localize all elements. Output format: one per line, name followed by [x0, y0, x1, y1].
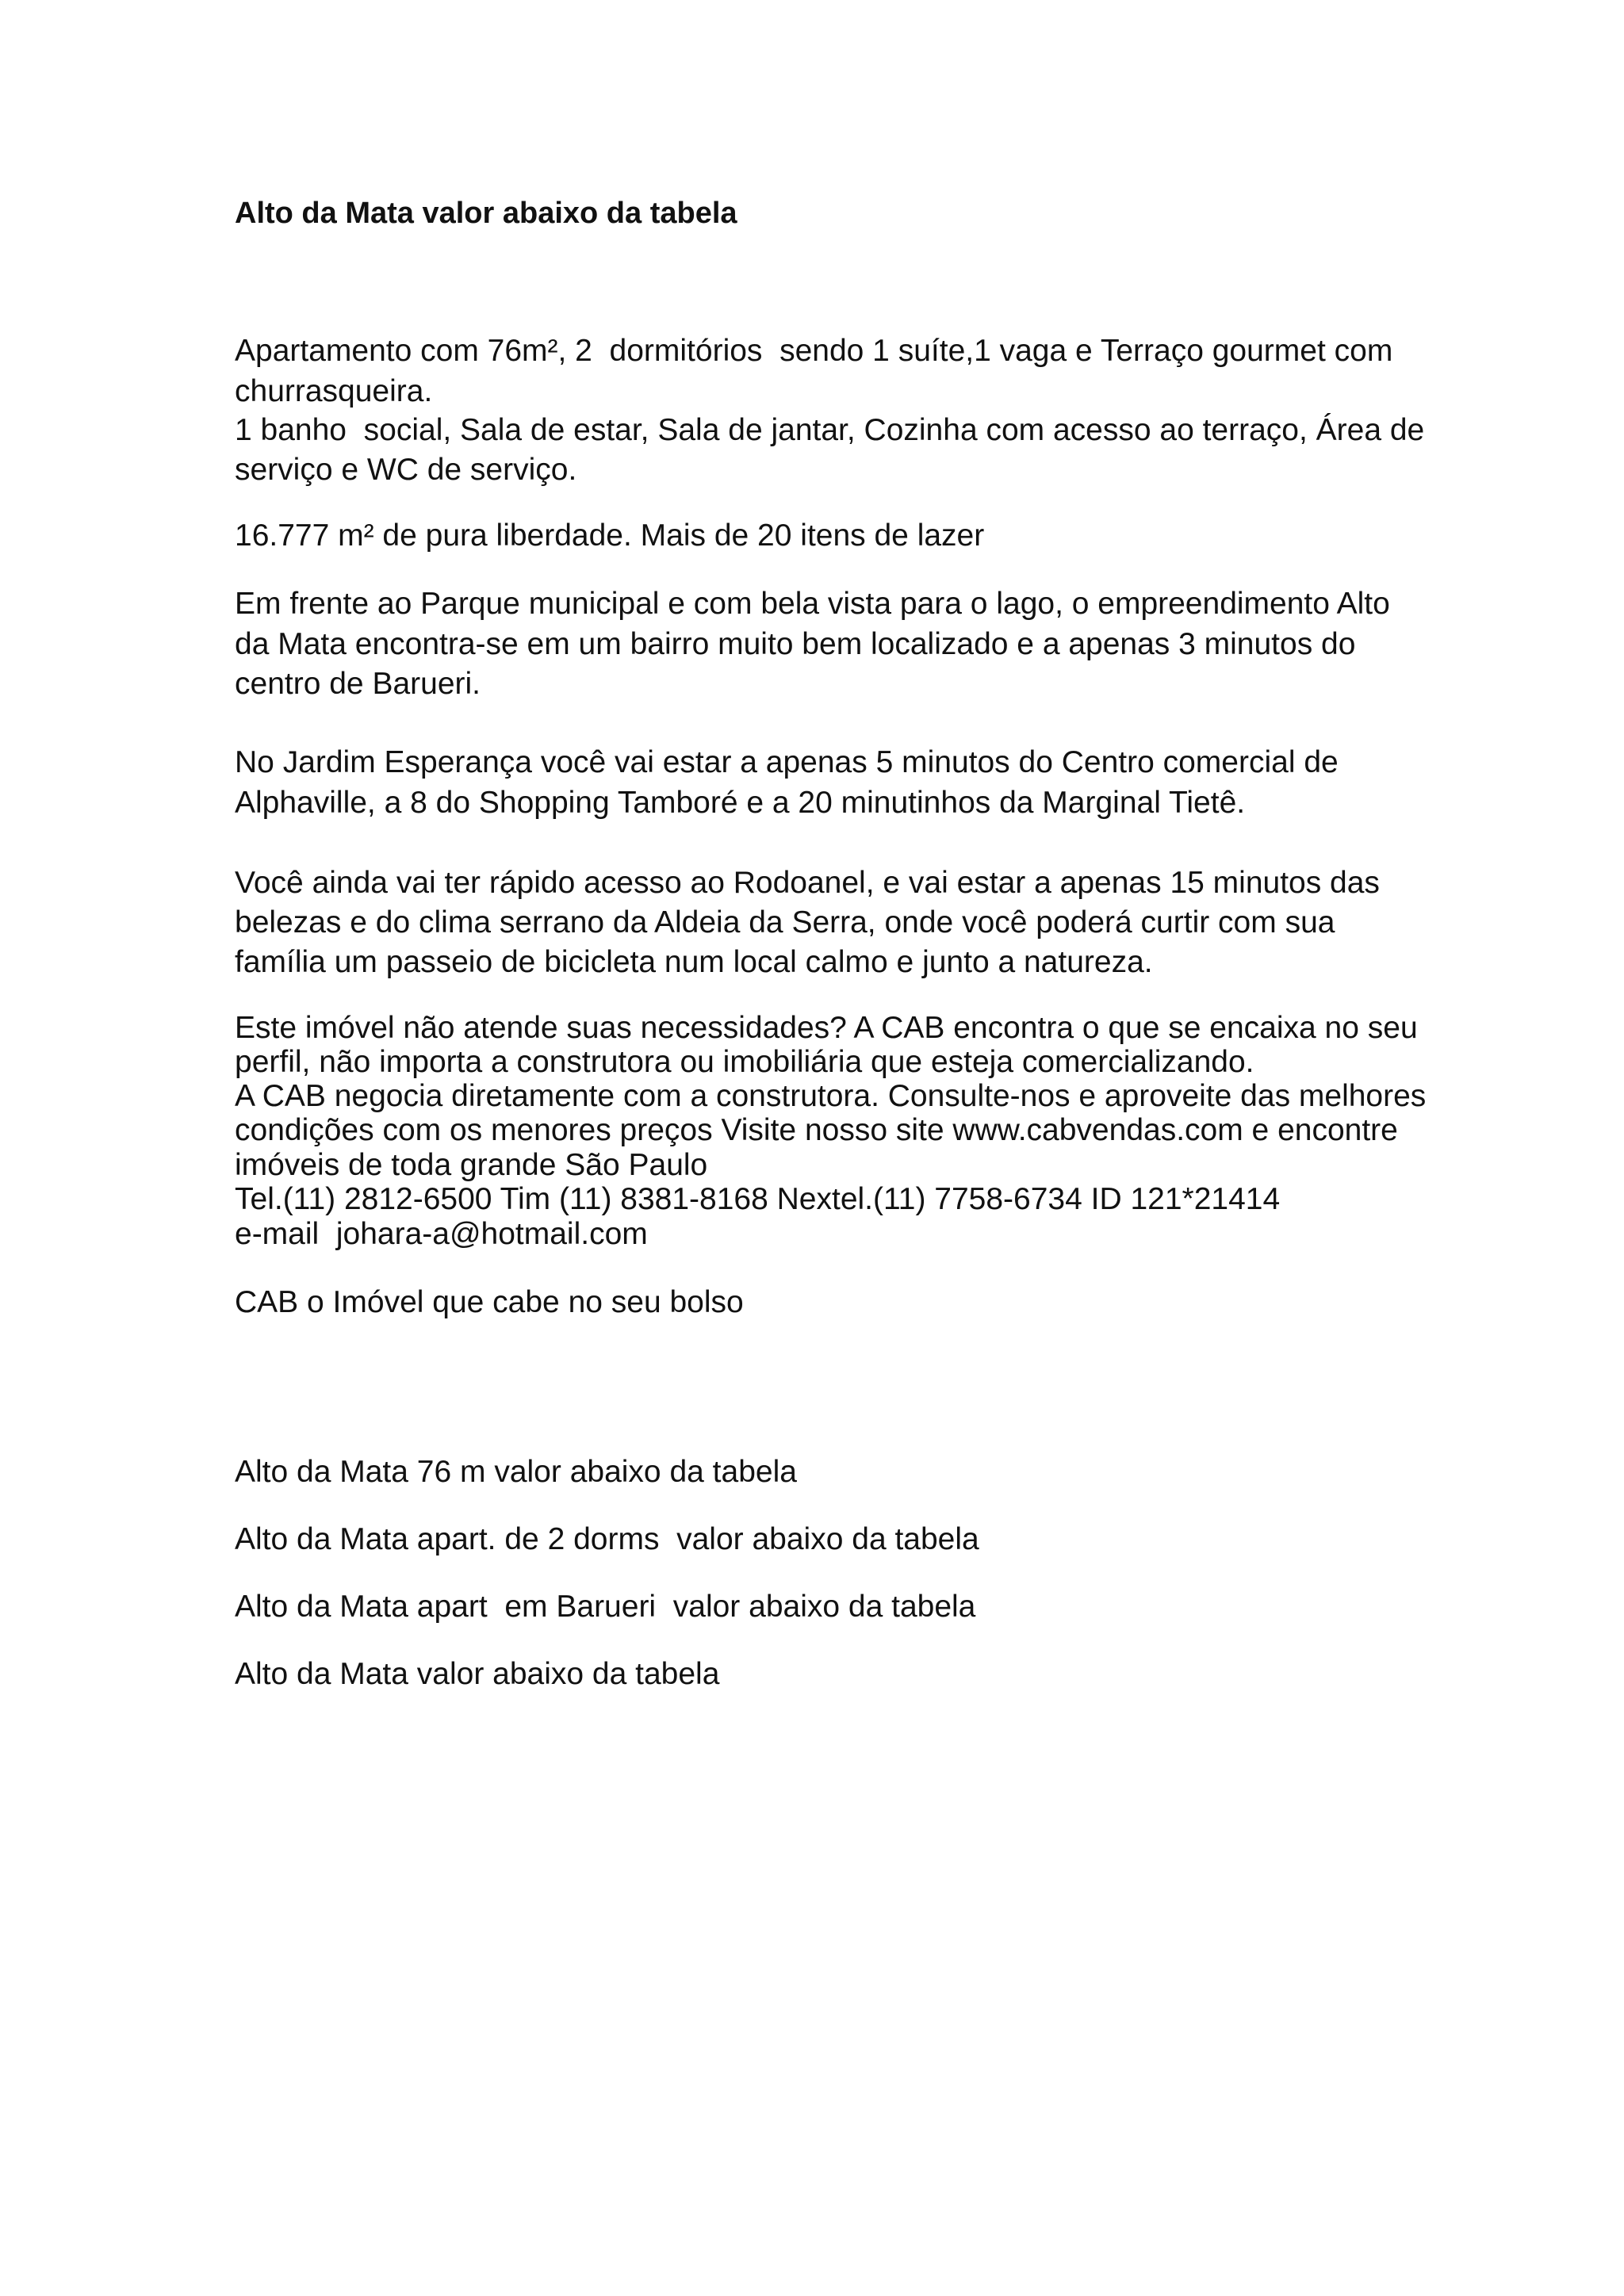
keyword-line: Alto da Mata valor abaixo da tabela: [235, 1657, 720, 1691]
paragraph-line: imóveis de toda grande São Paulo: [235, 1148, 708, 1182]
paragraph-line: Apartamento com 76m², 2 dormitórios sendo 1 suíte,1 vaga e Terraço gourmet com: [235, 334, 1393, 368]
paragraph-line: Em frente ao Parque municipal e com bela vista para o lago, o empreendimento Alto: [235, 587, 1390, 621]
paragraph-line: família um passeio de bicicleta num local calmo e junto a natureza.: [235, 945, 1153, 979]
paragraph-line: 1 banho social, Sala de estar, Sala de jantar, Cozinha com acesso ao terraço, Área de: [235, 413, 1425, 447]
keyword-line: Alto da Mata apart em Barueri valor abaixo da tabela: [235, 1590, 976, 1624]
paragraph-line: serviço e WC de serviço.: [235, 453, 577, 487]
paragraph-line: condições com os menores preços Visite nosso site www.cabvendas.com e encontre: [235, 1113, 1398, 1147]
paragraph-line: Você ainda vai ter rápido acesso ao Rodoanel, e vai estar a apenas 15 minutos das: [235, 866, 1380, 900]
paragraph-line: centro de Barueri.: [235, 667, 481, 701]
contact-email: e-mail johara-a@hotmail.com: [235, 1217, 648, 1251]
paragraph-line: churrasqueira.: [235, 374, 433, 408]
paragraph-line: Alphaville, a 8 do Shopping Tamboré e a 20 minutinhos da Marginal Tietê.: [235, 786, 1246, 820]
contact-phones: Tel.(11) 2812-6500 Tim (11) 8381-8168 Nextel.(11) 7758-6734 ID 121*21414: [235, 1182, 1281, 1216]
slogan: CAB o Imóvel que cabe no seu bolso: [235, 1285, 744, 1319]
paragraph-line: da Mata encontra-se em um bairro muito bem localizado e a apenas 3 minutos do: [235, 627, 1356, 661]
paragraph-line: Este imóvel não atende suas necessidades? A CAB encontra o que se encaixa no seu: [235, 1011, 1418, 1045]
keyword-line: Alto da Mata apart. de 2 dorms valor abaixo da tabela: [235, 1522, 979, 1556]
paragraph-line: A CAB negocia diretamente com a construtora. Consulte-nos e aproveite das melhores: [235, 1079, 1427, 1113]
keyword-line: Alto da Mata 76 m valor abaixo da tabela: [235, 1455, 797, 1489]
document-title: Alto da Mata valor abaixo da tabela: [235, 197, 737, 230]
paragraph-line: perfil, não importa a construtora ou imobiliária que esteja comercializando.: [235, 1045, 1254, 1079]
paragraph-line: 16.777 m² de pura liberdade. Mais de 20 itens de lazer: [235, 519, 985, 553]
paragraph-line: belezas e do clima serrano da Aldeia da Serra, onde você poderá curtir com sua: [235, 905, 1335, 939]
paragraph-line: No Jardim Esperança você vai estar a apenas 5 minutos do Centro comercial de: [235, 745, 1339, 779]
